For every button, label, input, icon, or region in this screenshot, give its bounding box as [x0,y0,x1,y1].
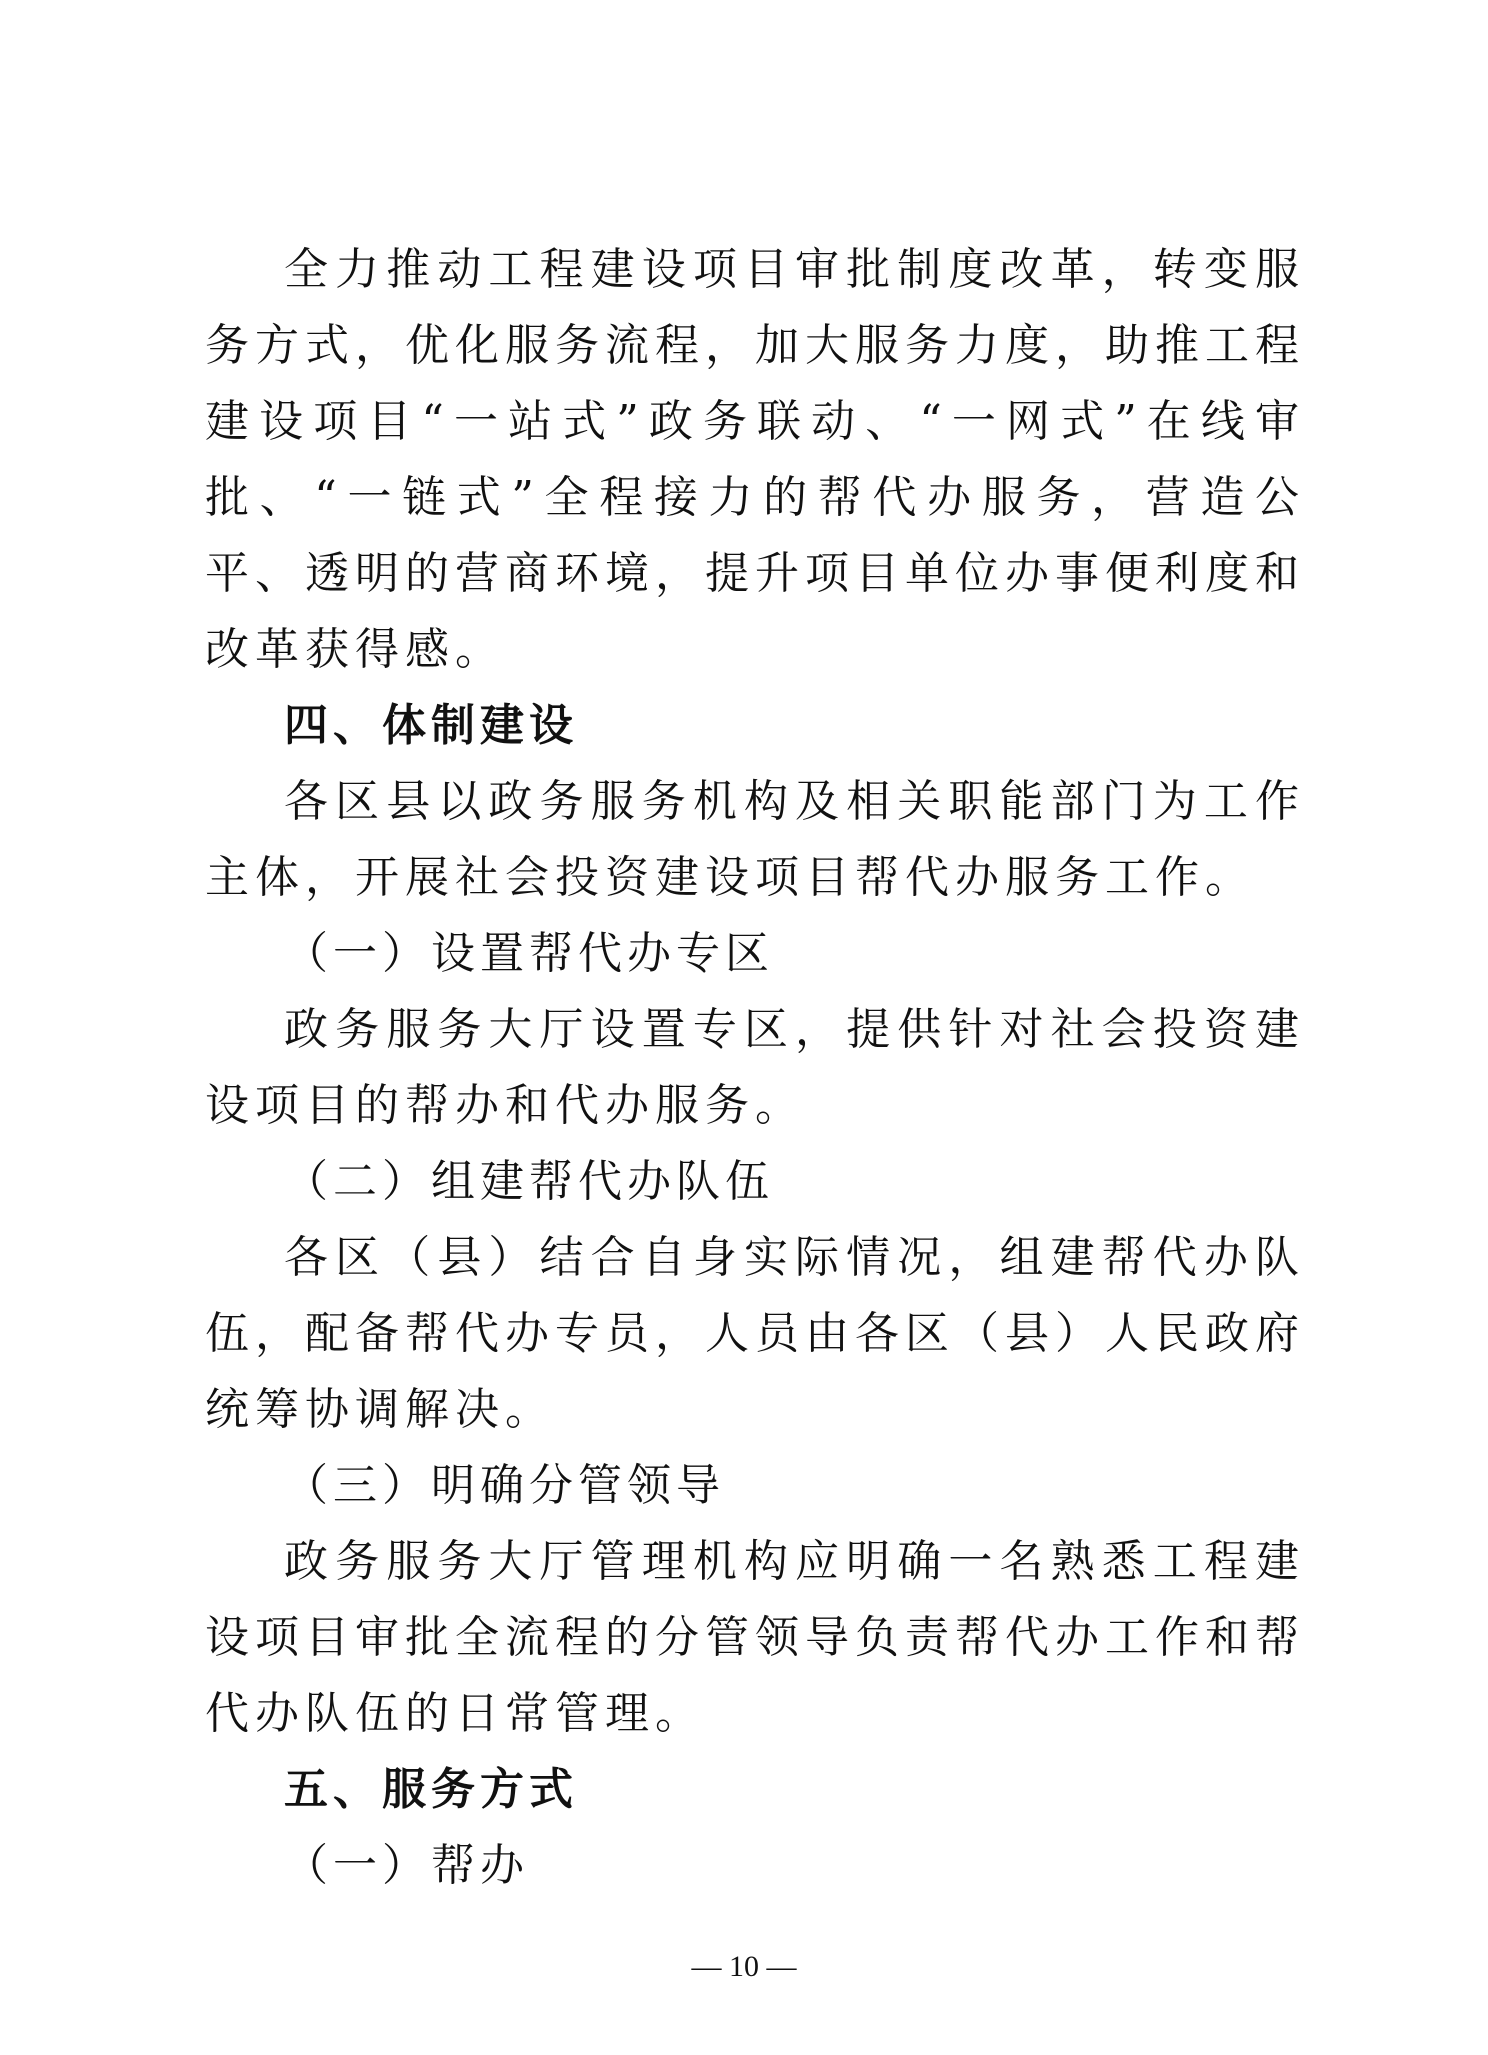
subheading-assist: （一）帮办 [284,1840,529,1891]
paragraph-leadership: 政务服务大厅管理机构应明确一名熟悉工程建设项目审批全流程的分管领导负责帮代办工作和帮代办队伍的日常管理。 [205,1536,1305,1739]
paragraph-system-construction: 各区县以政务服务机构及相关职能部门为工作主体，开展社会投资建设项目帮代办服务工作。 [205,776,1305,903]
paragraph-reform-intro: 全力推动工程建设项目审批制度改革，转变服务方式，优化服务流程，加大服务力度，助推工程建设项目“一站式”政务联动、“一网式”在线审批、“一链式”全程接力的帮代办服务，营造公平、透明的营商环境，提升项目单位办事便利度和改革获得感。 [205,244,1305,675]
subheading-leadership: （三）明确分管领导 [284,1460,725,1511]
paragraph-team: 各区（县）结合自身实际情况，组建帮代办队伍，配备帮代办专员，人员由各区（县）人民政府统筹协调解决。 [205,1232,1305,1435]
section-heading-system-construction: 四、体制建设 [284,700,578,751]
subheading-team: （二）组建帮代办队伍 [284,1156,774,1207]
paragraph-service-zone: 政务服务大厅设置专区，提供针对社会投资建设项目的帮办和代办服务。 [205,1004,1305,1131]
page-number: — 10 — [691,1950,797,1983]
document-body [205,232,1305,1904]
subheading-service-zone: （一）设置帮代办专区 [284,928,774,979]
section-heading-service-mode: 五、服务方式 [284,1764,578,1815]
